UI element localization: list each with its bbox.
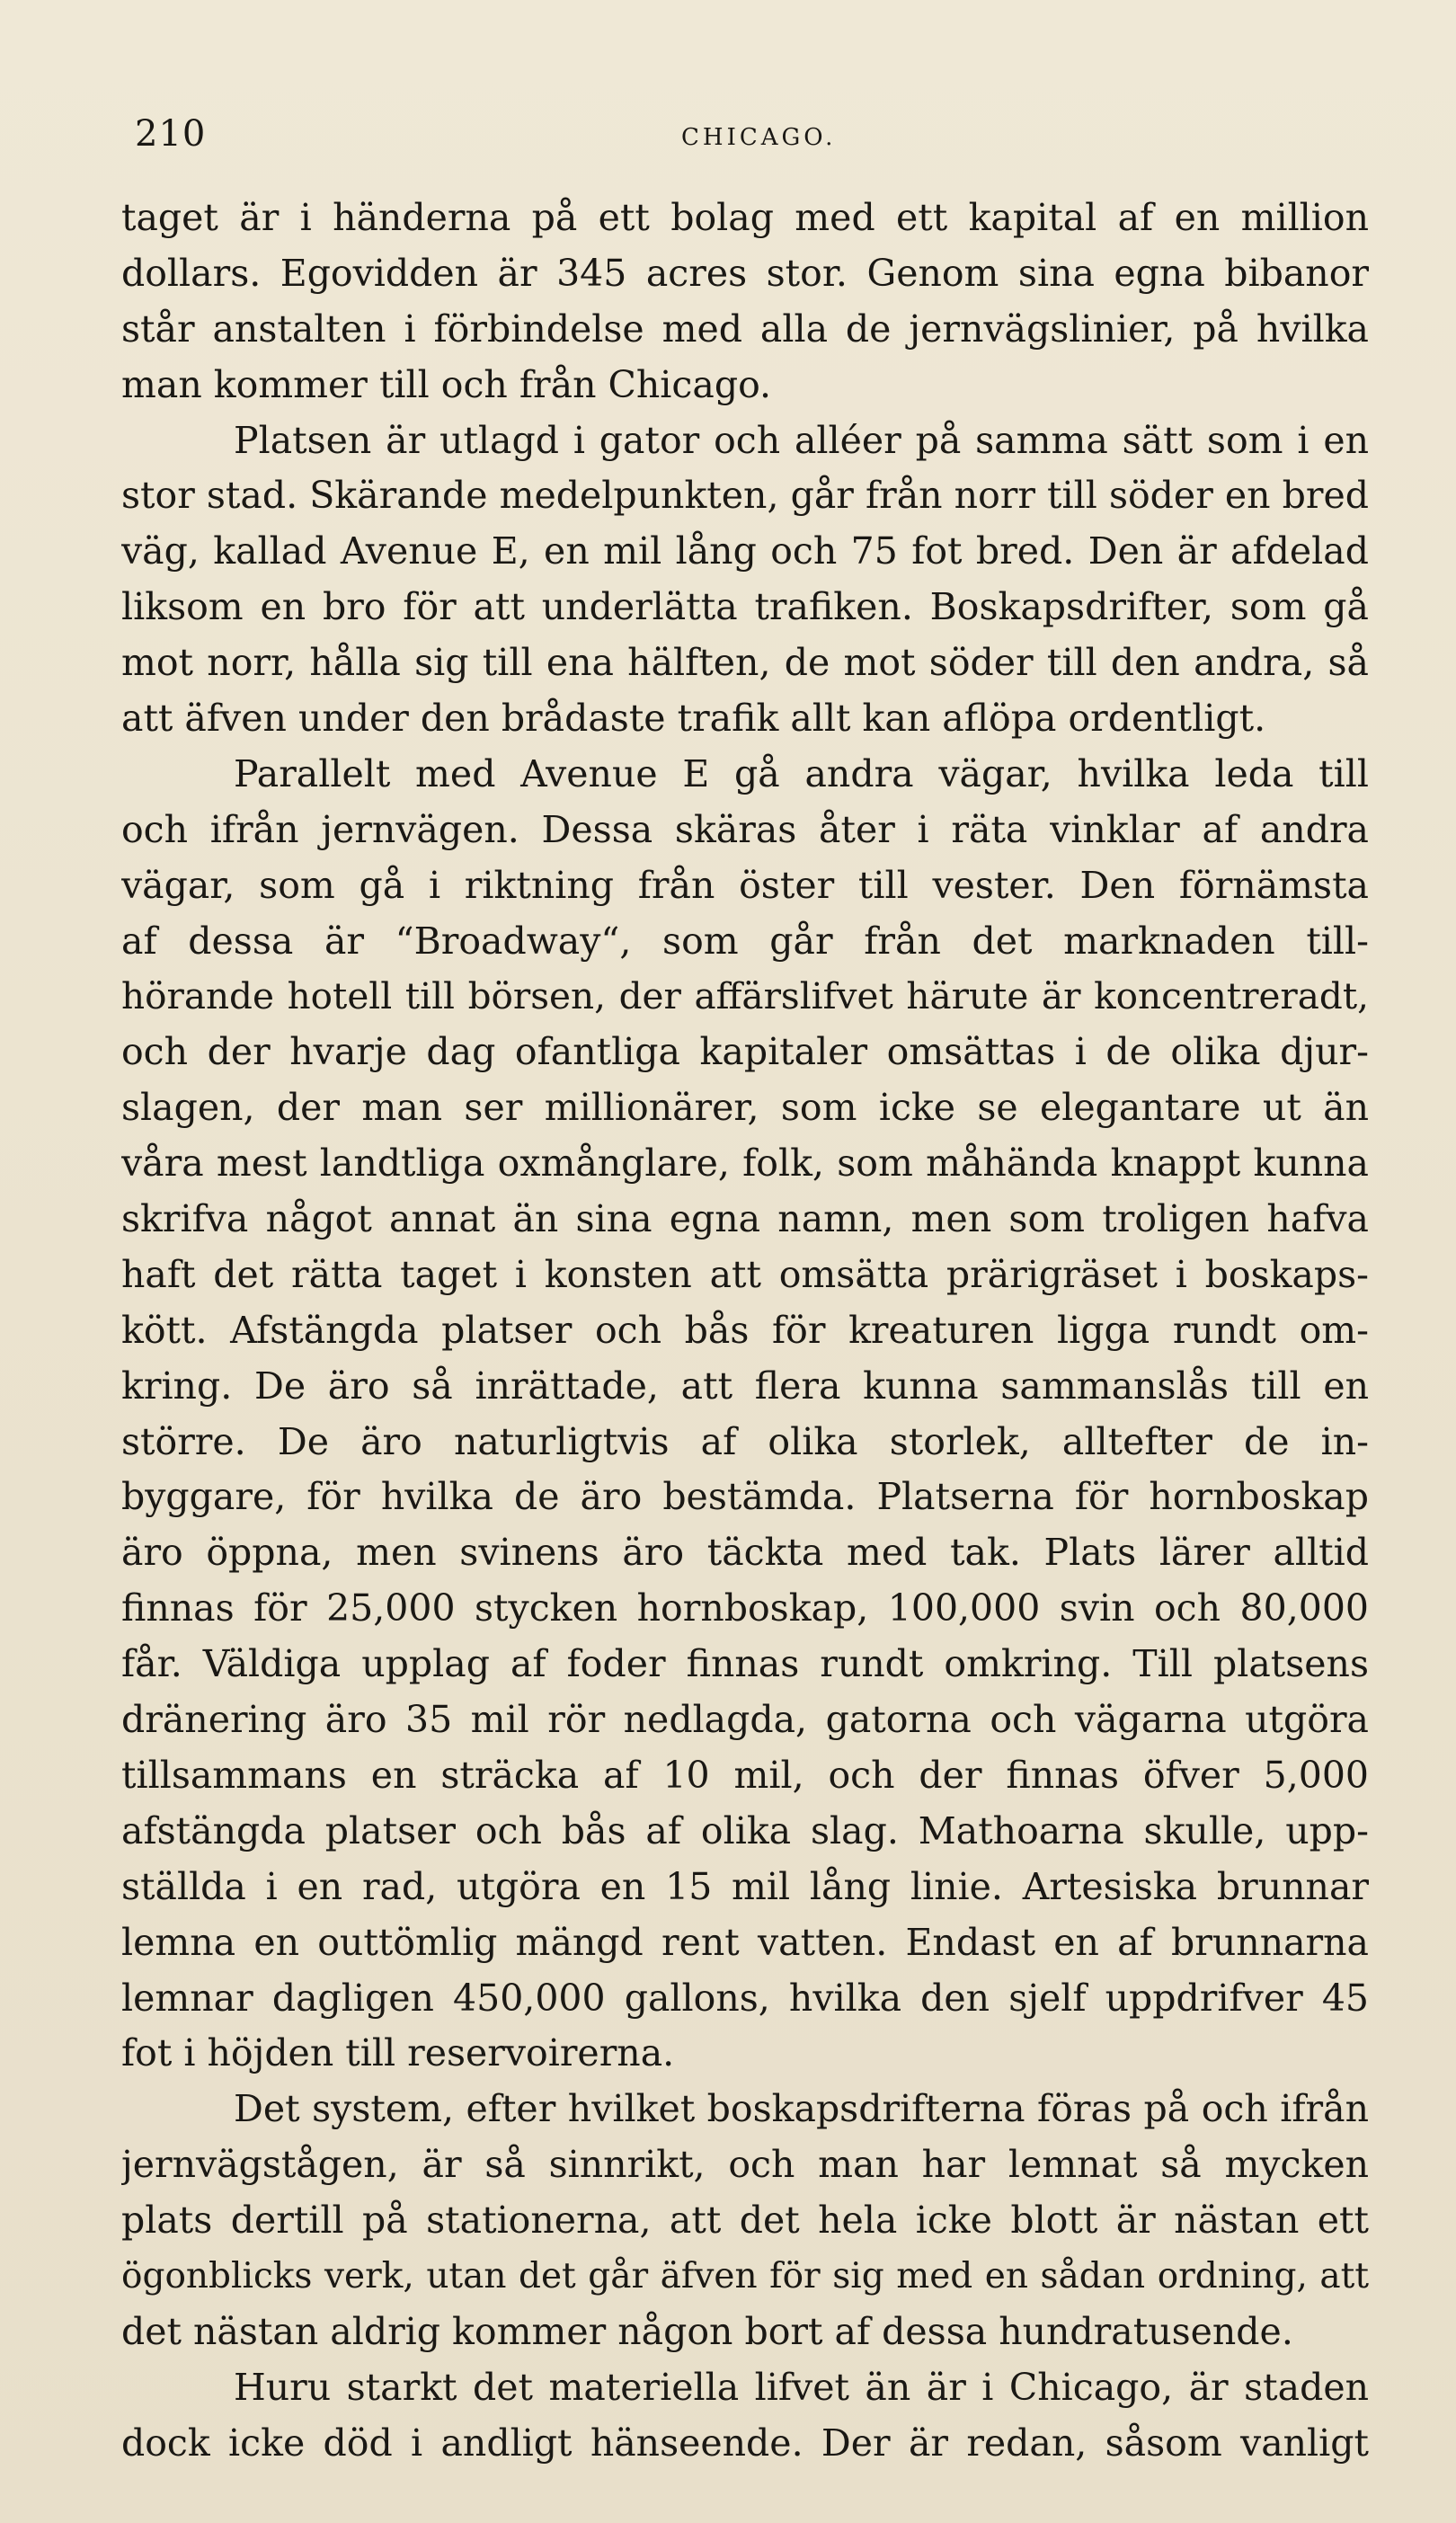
text-line: Parallelt med Avenue E gå andra vägar, hvilka leda till xyxy=(234,751,1369,795)
text-line: afstängda platser och bås af olika slag. Mathoarna skulle, upp- xyxy=(121,1808,1369,1852)
text-line: lemnar dagligen 450,000 gallons, hvilka den sjelf uppdrifver 45 xyxy=(121,1976,1369,2020)
text-line: af dessa är “Broadway“, som går från det marknaden till- xyxy=(121,919,1369,963)
text-line: fot i höjden till reservoirerna. xyxy=(121,2031,675,2075)
text-line: får. Väldiga upplag af foder finnas rundt omkring. Till platsens xyxy=(121,1642,1369,1686)
text-line: slagen, der man ser millionärer, som icke se elegantare ut än xyxy=(121,1086,1369,1130)
text-line: skrifva något annat än sina egna namn, men som troligen hafva xyxy=(121,1197,1369,1241)
text-line: byggare, för hvilka de äro bestämda. Platserna för hornboskap xyxy=(121,1475,1369,1519)
body-text xyxy=(121,191,1369,2472)
text-line: hörande hotell till börsen, der affärslifvet härute är koncentreradt, xyxy=(121,974,1369,1018)
text-line: väg, kallad Avenue E, en mil lång och 75 fot bred. Den är afdelad xyxy=(121,529,1369,573)
text-line: lemna en outtömlig mängd rent vatten. Endast en af brunnarna xyxy=(121,1920,1369,1964)
text-line: Huru starkt det materiella lifvet än är i Chicago, är staden xyxy=(234,2365,1369,2409)
text-line: ställda i en rad, utgöra en 15 mil lång linie. Artesiska brunnar xyxy=(121,1864,1369,1908)
text-line: våra mest landtliga oxmånglare, folk, som måhända knappt kunna xyxy=(121,1142,1369,1186)
text-line: dränering äro 35 mil rör nedlagda, gatorna och vägarna utgöra xyxy=(121,1698,1369,1742)
text-line: vägar, som gå i riktning från öster till vester. Den förnämsta xyxy=(121,863,1369,907)
text-line: ögonblicks verk, utan det går äfven för sig med en sådan ordning, att xyxy=(121,2255,1369,2296)
running-title: CHICAGO. xyxy=(681,124,837,151)
text-line: kring. De äro så inrättade, att flera kunna sammanslås till en xyxy=(121,1364,1369,1408)
text-line: Platsen är utlagd i gator och alléer på samma sätt som i en xyxy=(234,418,1369,462)
text-line: finnas för 25,000 stycken hornboskap, 100,000 svin och 80,000 xyxy=(121,1586,1369,1630)
text-line: större. De äro naturligtvis af olika storlek, alltefter de in- xyxy=(121,1419,1369,1463)
text-line: och der hvarje dag ofantliga kapitaler omsättas i de olika djur- xyxy=(121,1030,1369,1074)
text-line: kött. Afstängda platser och bås för kreaturen ligga rundt om- xyxy=(121,1308,1369,1352)
text-line: taget är i händerna på ett bolag med ett kapital af en million xyxy=(121,196,1369,239)
text-line: att äfven under den brådaste trafik allt kan aflöpa ordentligt. xyxy=(121,697,1266,741)
text-line: och ifrån jernvägen. Dessa skäras åter i räta vinklar af andra xyxy=(121,807,1369,851)
page-number: 210 xyxy=(135,113,207,155)
text-line: dollars. Egovidden är 345 acres stor. Genom sina egna bibanor xyxy=(121,251,1369,295)
text-line: dock icke död i andligt hänseende. Der är redan, såsom vanligt xyxy=(121,2421,1369,2465)
text-line: tillsammans en sträcka af 10 mil, och der finnas öfver 5,000 xyxy=(121,1753,1369,1797)
text-line: det nästan aldrig kommer någon bort af dessa hundratusende. xyxy=(121,2309,1293,2353)
text-line: jernvägstågen, är så sinnrikt, och man har lemnat så mycken xyxy=(121,2143,1369,2187)
text-line: står anstalten i förbindelse med alla de jernvägslinier, på hvilka xyxy=(121,306,1369,351)
text-line: stor stad. Skärande medelpunkten, går från norr till söder en bred xyxy=(121,474,1369,518)
text-line: liksom en bro för att underlätta trafiken. Boskapsdrifter, som gå xyxy=(121,585,1369,629)
text-line: Det system, efter hvilket boskapsdrifterna föras på och ifrån xyxy=(234,2087,1369,2131)
text-line: man kommer till och från Chicago. xyxy=(121,362,772,406)
text-line: haft det rätta taget i konsten att omsätta prärigräset i boskaps- xyxy=(121,1252,1369,1296)
text-line: mot norr, hålla sig till ena hälften, de mot söder till den andra, så xyxy=(121,641,1369,685)
running-head xyxy=(135,113,1384,167)
text-line: plats dertill på stationerna, att det hela icke blott är nästan ett xyxy=(121,2199,1369,2243)
text-line: äro öppna, men svinens äro täckta med tak. Plats lärer alltid xyxy=(121,1531,1369,1575)
